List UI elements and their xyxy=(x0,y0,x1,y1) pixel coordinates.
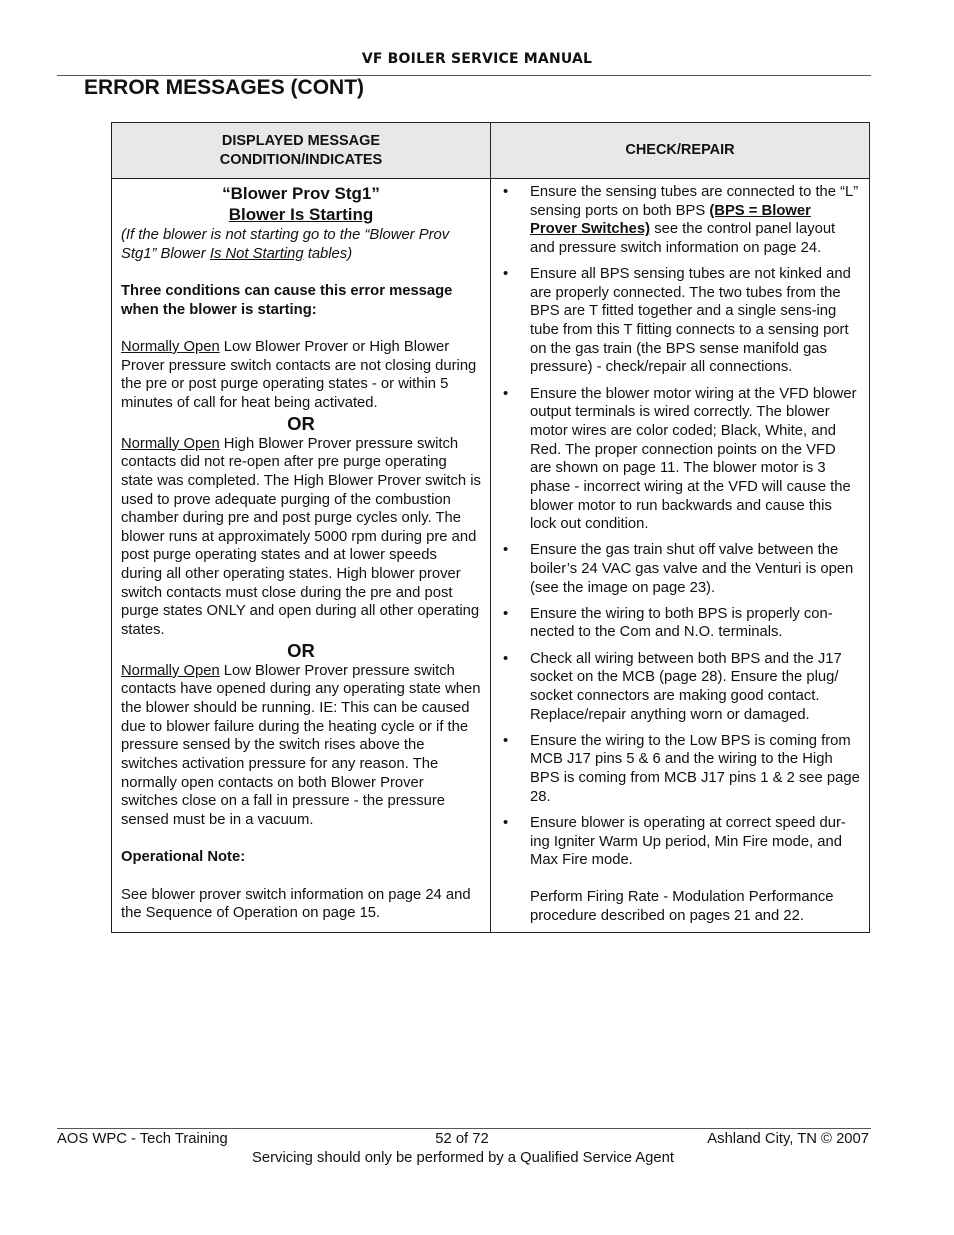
item-1-bold: (BPS = Blower Prover Switches) xyxy=(530,202,811,238)
condition-note-link: Is Not Starting xyxy=(209,245,304,262)
condition-cell xyxy=(112,179,491,933)
bullet-icon: • xyxy=(503,732,509,749)
conditions-heading: Three conditions can cause this error message when the blower is starting: xyxy=(121,282,453,318)
bullet-icon: • xyxy=(503,385,509,402)
check-repair-list xyxy=(501,183,861,870)
condition-2-text: High Blower Prover pressure switch contacts did not re-open after pre purge operating state was completed. The High Blower Prover switch is used to prove adequate purging of the combustion chamber during pre and post purge cycles only. The blower runs at approximately 5000 rpm during pre and post purge operating states and at lower speeds during all other operating states. High blower prover switch contacts must close during the pre and post purge states ONLY and open during all other operating states. xyxy=(121,435,481,639)
list-item xyxy=(501,814,861,870)
operational-note-heading: Operational Note: xyxy=(121,849,246,866)
list-item xyxy=(501,605,861,642)
footer-right: Ashland City, TN © 2007 xyxy=(707,1131,869,1147)
table-header-row xyxy=(112,123,870,179)
condition-1-label: Normally Open xyxy=(121,338,220,355)
column-header-check-repair: CHECK/REPAIR xyxy=(491,123,870,179)
condition-3 xyxy=(121,662,481,830)
list-item xyxy=(501,732,861,807)
bullet-icon: • xyxy=(503,184,509,200)
operational-note-text: See blower prover switch information on page 24 and the Sequence of Operation on page 15. xyxy=(121,886,471,922)
bullet-icon: • xyxy=(503,650,509,667)
item-1-suffix: see the control panel layout and pressure switch information on page 24. xyxy=(530,221,836,256)
item-2-text: Ensure all BPS sensing tubes are not kinked and are properly connected. The two tubes from the BPS are T fitted together and a single sens-ing tube from this T fitting connects to a sensing port on the gas train (the BPS sense manifold gas pressure) - check/repair all connections. xyxy=(530,266,851,376)
condition-2-label: Normally Open xyxy=(121,435,220,452)
footer-note: Servicing should only be performed by a Qualified Service Agent xyxy=(252,1150,674,1166)
condition-3-text: Low Blower Prover pressure switch contacts have opened during any operating state when the blower should be running. IE: This can be caused due to blower failure during the heating cycle or if the pressure sensed by the switch rises above the switches activation pressure for any reason. The normally open contacts on both Blower Prover switches close on a fall in pressure - the pressure sensed must be in a vacuum. xyxy=(121,662,481,828)
condition-1-text: Low Blower Prover or High Blower Prover pressure switch contacts are not closing during the pre or post purge operating states - or within 5 minutes of call for heat being activated. xyxy=(121,338,477,411)
condition-3-label: Normally Open xyxy=(121,662,220,679)
item-6-text: Check all wiring between both BPS and the J17 socket on the MCB (page 28). Ensure the plug/ socket connectors are making good contact. Replace/repair anything worn or damaged. xyxy=(530,650,842,723)
error-message-table xyxy=(111,122,870,933)
footer-left: AOS WPC - Tech Training xyxy=(57,1131,228,1147)
item-4-text: Ensure the gas train shut off valve between the boiler’s 24 VAC gas valve and the Venturi is open (see the image on page 23). xyxy=(530,542,854,596)
table-row xyxy=(112,179,870,933)
or-divider-2: OR xyxy=(287,639,315,661)
footer-rule xyxy=(57,1128,871,1129)
manual-header: VF BOILER SERVICE MANUAL xyxy=(361,51,593,67)
bullet-icon: • xyxy=(503,814,509,831)
list-item xyxy=(501,541,861,597)
column-header-message-line1: DISPLAYED MESSAGE xyxy=(221,132,381,149)
or-divider-1: OR xyxy=(287,412,315,434)
column-header-message-line2: CONDITION/INDICATES xyxy=(219,151,383,168)
error-message-title: “Blower Prov Stg1” xyxy=(222,184,380,203)
bullet-icon: • xyxy=(503,542,509,559)
check-repair-cell xyxy=(491,179,870,933)
list-item xyxy=(501,183,861,258)
list-item xyxy=(501,385,861,534)
item-5-text: Ensure the wiring to both BPS is properly con-nected to the Com and N.O. terminals. xyxy=(530,605,833,641)
condition-note-suffix: tables) xyxy=(303,245,353,262)
page-title: ERROR MESSAGES (CONT) xyxy=(84,76,365,99)
page-number: 52 of 72 xyxy=(435,1131,489,1147)
condition-note-prefix: (If the blower is not starting go to the “Blower Prov Stg1” Blower xyxy=(121,227,450,262)
bullet-icon: • xyxy=(503,266,509,283)
item-3-text: Ensure the blower motor wiring at the VFD blower output terminals is wired correctly. The blower motor wires are color coded; Black, White, and Red. The proper connection points on the VFD are shown on page 11. The blower motor is 3 phase - incorrect wiring at the VFD will cause the blower motor to run backwards and cause this lock out condition. xyxy=(530,385,857,533)
item-1-prefix: Ensure the sensing tubes are connected to the “L” sensing ports on both BPS xyxy=(530,184,859,219)
item-7-text: Ensure the wiring to the Low BPS is coming from MCB J17 pins 5 & 6 and the wiring to the High BPS is coming from MCB J17 pins 1 & 2 see page 28. xyxy=(530,732,860,805)
item-8-text: Ensure blower is operating at correct speed dur-ing Igniter Warm Up period, Min Fire mode, and Max Fire mode. xyxy=(530,814,846,869)
list-item xyxy=(501,265,861,377)
column-header-message xyxy=(112,123,491,179)
condition-1 xyxy=(121,338,481,413)
firing-rate-note: Perform Firing Rate - Modulation Performance procedure described on pages 21 and 22. xyxy=(530,889,834,925)
bullet-icon: • xyxy=(503,605,509,622)
list-item xyxy=(501,650,861,725)
condition-2 xyxy=(121,435,481,640)
error-message-subtitle: Blower Is Starting xyxy=(228,205,374,224)
condition-note xyxy=(121,226,481,263)
